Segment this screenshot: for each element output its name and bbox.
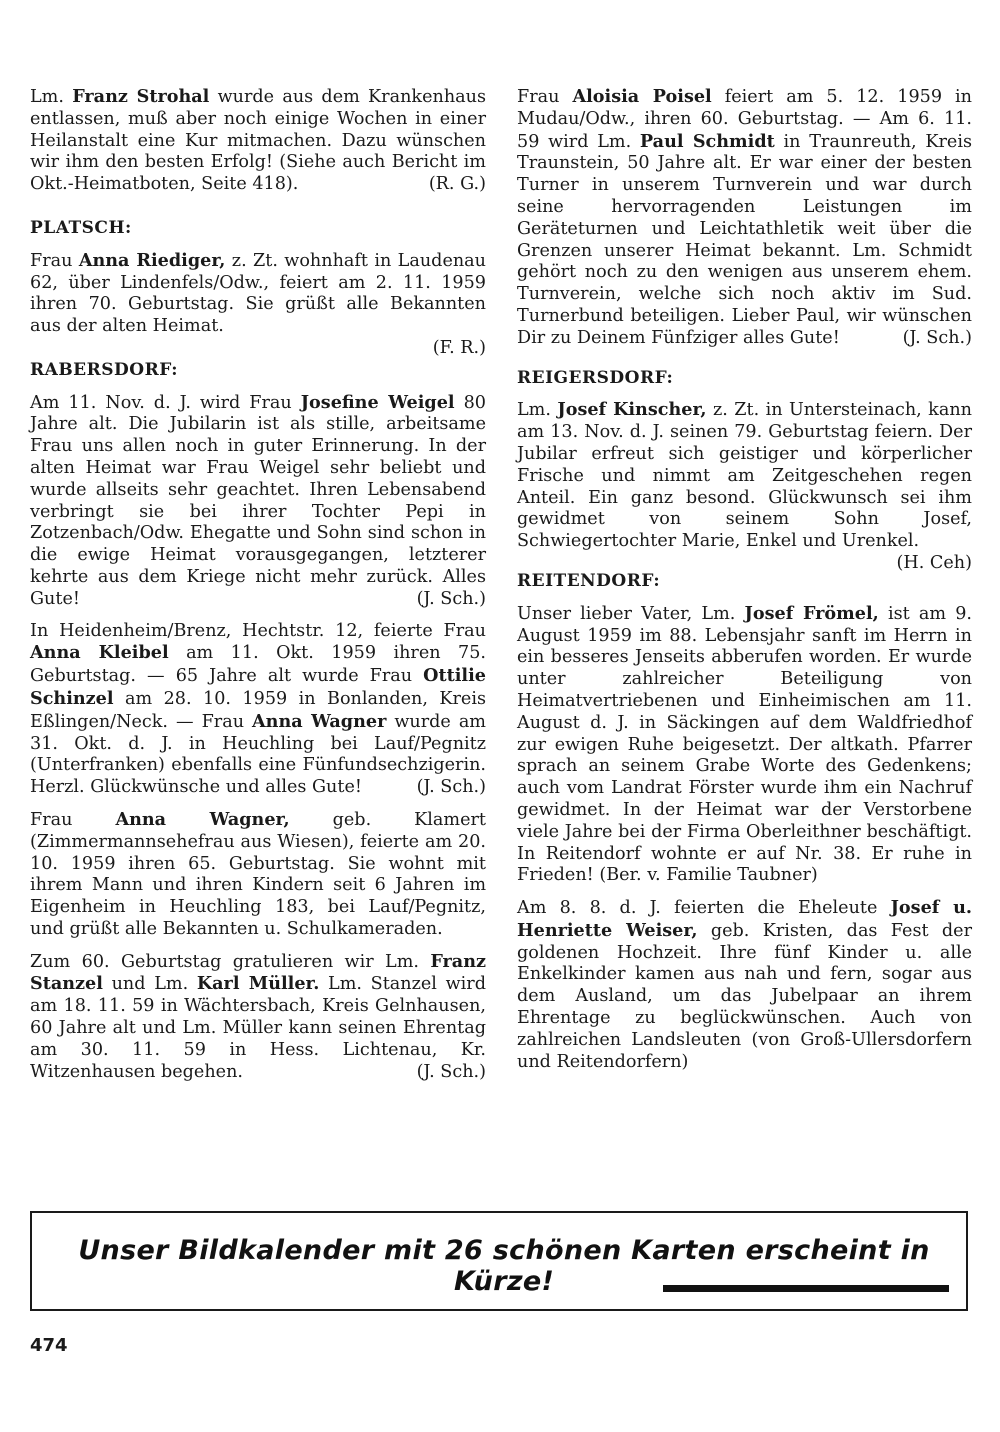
left-column <box>30 86 486 1093</box>
paragraph-stanzel-mueller: Zum 60. Geburtstag gratulieren wir Lm. Franz Stanzel und Lm. Karl Müller. Lm. Stanzel wird am 18. 11. 59 in Wächtersbach, Kreis Gelnhausen, 60 Jahre alt und Lm. Müller kann seinen Ehrentag am 30. 11. 59 in Hess. Lichtenau, Kr. Witzenhausen begehen. (J. Sch.) <box>30 950 486 1082</box>
paragraph-weigel: Am 11. Nov. d. J. wird Frau Josefine Weigel 80 Jahre alt. Die Jubilarin ist als stille, arbeitsame Frau uns allen noch in guter Erinnerung. In der alten Heimat war Frau Weigel sehr beliebt und wurde allseits sehr geachtet. Ihren Lebensabend verbringt sie bei ihrer Tochter Pepi in Zotzenbach/Odw. Ehegatte und Sohn sind schon in die ewige Heimat vorausgegangen, letzterer kehrte aus dem Kriege nicht mehr zurück. Alles Gute! (J. Sch.) <box>30 391 486 609</box>
paragraph-strohal: Lm. Franz Strohal wurde aus dem Krankenhaus entlassen, muß aber noch einige Wochen in einer Heilanstalt eine Kur mitmachen. Dazu wünschen wir ihm den besten Erfolg! (Siehe auch Bericht im Okt.-Heimatboten, Seite 418). (R. G.) <box>30 86 486 195</box>
person-name: Franz Strohal <box>72 86 210 107</box>
signature: (J. Sch.) <box>416 1061 486 1082</box>
right-column <box>517 86 972 1083</box>
person-name: Josefine Weigel <box>300 391 455 413</box>
person-name: Anna Wagner, <box>115 808 290 830</box>
person-name: Josef Frömel, <box>744 602 879 624</box>
person-name: Anna Wagner <box>252 710 387 732</box>
paragraph-weiser: Am 8. 8. d. J. feierten die Eheleute Josef u. Henriette Weiser, geb. Kristen, das Fest der goldenen Hochzeit. Ihre fünf Kinder u. alle Enkelkinder kamen aus nah und fern, sogar aus dem Ausland, um das Jubelpaar an ihrem Ehrentage zu beglückwünschen. Auch von zahlreichen Landsleuten (von Groß-Ullersdorfern und Reitendorfern) <box>517 897 972 1072</box>
signature: (F. R.) <box>432 337 486 358</box>
section-heading-reigersdorf: REIGERSDORF: <box>517 367 674 388</box>
signature: (J. Sch.) <box>416 777 486 798</box>
person-name: Anna Riediger, <box>78 249 226 271</box>
person-name: Anna Kleibel <box>30 642 169 664</box>
section-heading-platsch: PLATSCH: <box>30 217 132 238</box>
person-name: Franz Stanzel <box>30 950 486 995</box>
person-name: Paul Schmidt <box>639 130 775 152</box>
paragraph-kleibel: In Heidenheim/Brenz, Hechtstr. 12, feierte Frau Anna Kleibel am 11. Okt. 1959 ihren 75. Geburtstag. — 65 Jahre alt wurde Frau Ottilie Schinzel am 28. 10. 1959 in Bonlanden, Kreis Eßlingen/Neck. — Frau Anna Wagner wurde am 31. Okt. d. J. in Heuchling bei Lauf/Pegnitz (Unterfranken) ebenfalls eine Fünfundsechzigerin. Herzl. Glückwünsche und alles Gute! (J. Sch.) <box>30 620 486 798</box>
paragraph-riediger: Frau Anna Riediger, z. Zt. wohnhaft in Laudenau 62, über Lindenfels/Odw., feiert am 2. 11. 1959 ihren 70. Geburtstag. Sie grüßt alle Bekannten aus der alten Heimat. <box>30 249 487 337</box>
signature: (J. Sch.) <box>416 588 486 609</box>
paragraph-poisel-schmidt: Frau Aloisia Poisel feiert am 5. 12. 1959 in Mudau/Odw., ihren 60. Geburtstag. — Am 6. 11. 59 wird Lm. Paul Schmidt in Traunreuth, Kreis Traunstein, 50 Jahre alt. Er war einer der besten Turner in unserem Turnverein und war durch seine hervorragenden Leistungen im Geräteturnen und Leichtathletik weit über die Grenzen unserer Heimat bekannt. Lm. Schmidt gehört noch zu den wenigen aus unserem ehem. Turnverein, welche sich noch aktiv im Sud. Turnerbund beteiligen. Lieber Paul, wir wünschen Dir zu Deinem Fünfziger alles Gute! (J. Sch.) <box>517 86 973 348</box>
signature: (R. G.) <box>428 174 486 195</box>
paragraph-wagner: Frau Anna Wagner, geb. Klamert (Zimmermannsehefrau aus Wiesen), feierte am 20. 10. 1959 ihren 65. Geburtstag. Sie wohnt mit ihrem Mann und ihren Kindern seit 6 Jahren im Eigenheim in Heuchling 183, bei Lauf/Pegnitz, und grüßt alle Bekannten u. Schulkameraden. <box>30 808 486 939</box>
section-heading-reitendorf: REITENDORF: <box>517 570 661 591</box>
person-name: Josef u. Henriette Weiser, <box>517 897 972 941</box>
signature: (H. Ceh) <box>896 552 972 573</box>
section-heading-rabersdorf: RABERSDORF: <box>30 359 178 380</box>
paragraph-froemel: Unser lieber Vater, Lm. Josef Frömel, ist am 9. August 1959 im 88. Lebensjahr sanft im Herrn in ein besseres Jenseits abberufen worden. Er wurde unter zahlreicher Beteiligung von Heimatvertriebenen und Einheimischen am 11. August d. J. in Säckingen auf dem Waldfriedhof zur ewigen Ruhe beigesetzt. Der altkath. Pfarrer sprach an seinem Grabe Worte des Gedenkens; auch vom Landrat Förster wurde ihm ein Nachruf gewidmet. In der Heimat war der Verstorbene viele Jahre bei der Firma Oberleithner beschäftigt. In Reitendorf wohnte er auf Nr. 38. Er ruhe in Frieden! (Ber. v. Familie Taubner) <box>517 602 972 886</box>
paragraph-kinscher: Lm. Josef Kinscher, z. Zt. in Untersteinach, kann am 13. Nov. d. J. seinen 79. Geburtstag feiern. Der Jubilar erfreut sich geistiger und körperlicher Frische und nimmt am Zeitgeschehen regen Anteil. Ein ganz besond. Glückwunsch sei ihm gewidmet von seinem Sohn Josef, Schwiegertochter Marie, Enkel und Urenkel. (H. Ceh) <box>517 399 972 573</box>
signature: (J. Sch.) <box>902 327 972 348</box>
person-name: Aloisia Poisel <box>572 86 712 107</box>
banner-underline <box>663 1285 949 1292</box>
person-name: Ottilie Schinzel <box>30 665 486 709</box>
banner-text: Unser Bildkalender mit 26 schönen Karten erscheint in Kürze! <box>78 1235 930 1297</box>
advertisement-banner <box>30 1211 968 1311</box>
page-number: 474 <box>30 1335 68 1356</box>
person-name: Karl Müller. <box>196 973 320 995</box>
person-name: Josef Kinscher, <box>557 399 707 421</box>
